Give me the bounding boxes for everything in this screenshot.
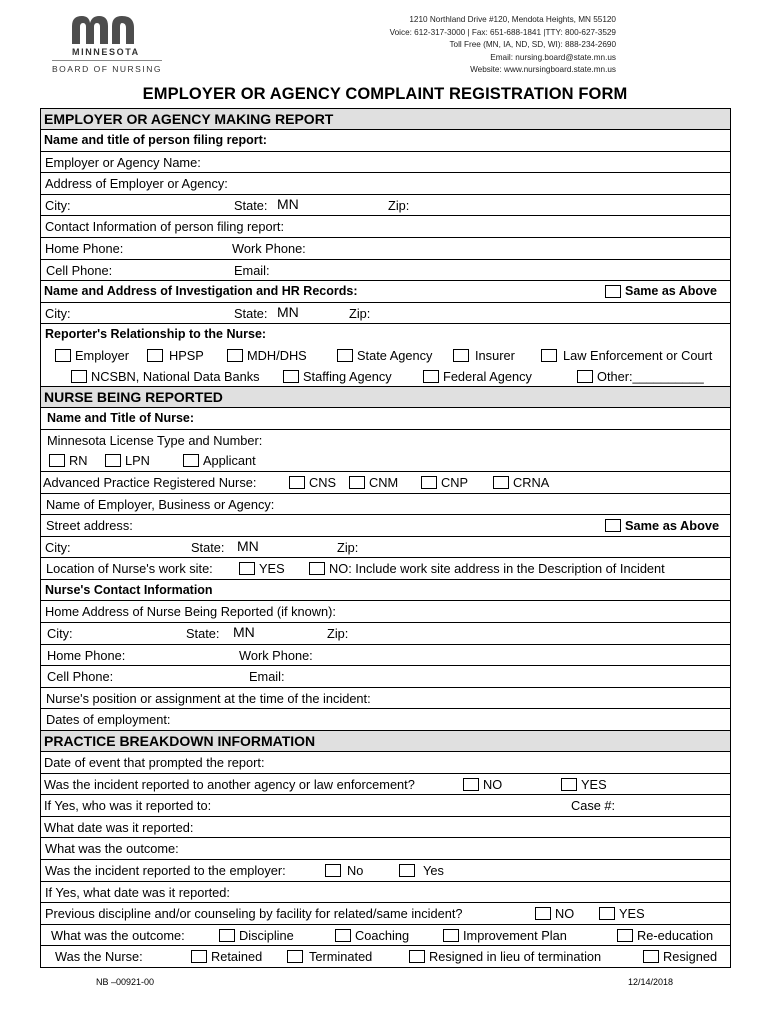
- retained-checkbox[interactable]: [191, 950, 207, 963]
- case-number-label: Case #:: [571, 798, 616, 814]
- employer-yes-checkbox[interactable]: [399, 864, 415, 877]
- investigation-address-label: Name and Address of Investigation and HR Records:: [44, 284, 358, 299]
- option-yes: YES: [259, 561, 285, 577]
- zip-label: Zip:: [327, 626, 349, 642]
- city-label: City:: [47, 626, 73, 642]
- logo-board: BOARD OF NURSING: [52, 64, 162, 74]
- row-license-types: [41, 450, 730, 472]
- contact-website: Website: www.nursingboard.state.mn.us: [470, 65, 616, 75]
- outcome-label: What was the outcome:: [51, 927, 185, 943]
- option-crna: CRNA: [513, 474, 550, 490]
- row-nurse-cell[interactable]: [41, 666, 730, 688]
- row-street-address[interactable]: [41, 515, 730, 537]
- federal-agency-checkbox[interactable]: [423, 370, 439, 383]
- work-phone-label: Work Phone:: [232, 240, 306, 256]
- row-if-yes-date[interactable]: [41, 882, 730, 904]
- state-value: MN: [237, 537, 259, 554]
- zip-label: Zip:: [388, 197, 410, 213]
- what-outcome-label: What was the outcome:: [45, 841, 179, 857]
- section-heading: PRACTICE BREAKDOWN INFORMATION: [44, 733, 316, 750]
- employer-checkbox[interactable]: [55, 349, 71, 362]
- row-nurse-employer[interactable]: [41, 494, 730, 516]
- state-label: State:: [234, 197, 268, 213]
- option-no: NO: [555, 906, 575, 922]
- form-title: EMPLOYER OR AGENCY COMPLAINT REGISTRATION FORM: [142, 85, 628, 103]
- option-mdh-dhs: MDH/DHS: [247, 347, 307, 363]
- position-label: Nurse's position or assignment at the time of the incident:: [46, 690, 371, 706]
- state-agency-checkbox[interactable]: [337, 349, 353, 362]
- discipline-no-checkbox[interactable]: [535, 907, 551, 920]
- row-work-site: [41, 558, 730, 580]
- agency-yes-checkbox[interactable]: [561, 778, 577, 791]
- previous-discipline-label: Previous discipline and/or counseling by facility for related/same incident?: [45, 906, 463, 922]
- option-employer: Employer: [75, 347, 130, 363]
- employer-no-checkbox[interactable]: [325, 864, 341, 877]
- option-other: Other:__________: [597, 368, 704, 384]
- license-label: Minnesota License Type and Number:: [47, 432, 263, 448]
- if-yes-date-label: If Yes, what date was it reported:: [45, 884, 230, 900]
- option-discipline: Discipline: [239, 927, 294, 943]
- option-cnm: CNM: [369, 474, 399, 490]
- row-investigation-address[interactable]: [41, 281, 730, 303]
- filer-name-label: Name and title of person filing report:: [44, 133, 267, 147]
- option-improvement-plan: Improvement Plan: [463, 927, 567, 943]
- resigned-checkbox[interactable]: [643, 950, 659, 963]
- ncsbn-checkbox[interactable]: [71, 370, 87, 383]
- discipline-checkbox[interactable]: [219, 929, 235, 942]
- state-label: State:: [234, 305, 268, 321]
- option-retained: Retained: [211, 949, 263, 965]
- section-heading: EMPLOYER OR AGENCY MAKING REPORT: [44, 111, 334, 127]
- section-heading: NURSE BEING REPORTED: [44, 389, 223, 406]
- nurse-name-label: Name and Title of Nurse:: [47, 411, 195, 426]
- city-label: City:: [45, 305, 71, 321]
- same-as-above-label: Same as Above: [625, 518, 720, 534]
- option-resigned: Resigned: [663, 949, 718, 965]
- law-enforcement-checkbox[interactable]: [541, 349, 557, 362]
- applicant-checkbox[interactable]: [183, 454, 199, 467]
- option-re-education: Re-education: [637, 927, 714, 943]
- option-applicant: Applicant: [203, 453, 256, 469]
- staffing-agency-checkbox[interactable]: [283, 370, 299, 383]
- other-checkbox[interactable]: [577, 370, 593, 383]
- filer-contact-label: Contact Information of person filing report:: [45, 219, 284, 235]
- work-site-no-checkbox[interactable]: [309, 562, 325, 575]
- row-if-yes-who[interactable]: [41, 795, 730, 817]
- row-nurse-name[interactable]: [41, 408, 730, 430]
- row-investigation-city[interactable]: [41, 303, 730, 325]
- option-law-enforcement: Law Enforcement or Court: [563, 347, 713, 363]
- logo-divider: [52, 60, 162, 61]
- was-nurse-label: Was the Nurse:: [55, 949, 143, 965]
- nurse-contact-label: Nurse's Contact Information: [45, 582, 213, 597]
- state-label: State:: [191, 539, 225, 555]
- option-yes: Yes: [423, 863, 444, 878]
- home-phone-label: Home Phone:: [45, 240, 124, 256]
- cell-phone-label: Cell Phone:: [46, 262, 113, 278]
- row-nurse-employer-city[interactable]: [41, 537, 730, 559]
- option-staffing-agency: Staffing Agency: [303, 368, 392, 384]
- option-hpsp: HPSP: [169, 347, 204, 363]
- row-employer-city[interactable]: [41, 195, 730, 217]
- nurse-employer-label: Name of Employer, Business or Agency:: [46, 496, 275, 512]
- work-site-label: Location of Nurse's work site:: [46, 561, 213, 577]
- form-date: 12/14/2018: [628, 977, 674, 987]
- row-was-nurse: [41, 946, 730, 967]
- state-value: MN: [233, 624, 255, 641]
- section-practice-heading: [41, 731, 730, 752]
- re-education-checkbox[interactable]: [617, 929, 633, 942]
- option-no: NO: [483, 776, 503, 792]
- row-reported-employer: [41, 860, 730, 882]
- zip-label: Zip:: [337, 539, 359, 555]
- crna-checkbox[interactable]: [493, 476, 509, 489]
- option-cns: CNS: [309, 474, 337, 490]
- coaching-checkbox[interactable]: [335, 929, 351, 942]
- contact-voice: Voice: 612-317-3000 | Fax: 651-688-1841 |TTY: 800-627-3529: [389, 27, 616, 37]
- cnp-checkbox[interactable]: [421, 476, 437, 489]
- zip-label: Zip:: [349, 305, 371, 321]
- row-home-address[interactable]: [41, 601, 730, 623]
- agency-no-checkbox[interactable]: [463, 778, 479, 791]
- option-no-include: NO: Include work site address in the Description of Incident: [329, 561, 665, 577]
- row-previous-discipline: [41, 903, 730, 925]
- row-relationship-options-2: [41, 366, 730, 388]
- state-label: State:: [186, 626, 220, 642]
- row-dates-employment[interactable]: [41, 709, 730, 731]
- employer-name-label: Employer or Agency Name:: [45, 154, 201, 170]
- resigned-lieu-checkbox[interactable]: [409, 950, 425, 963]
- what-date-label: What date was it reported:: [44, 819, 194, 835]
- home-address-label: Home Address of Nurse Being Reported (if known):: [45, 604, 336, 620]
- city-label: City:: [45, 539, 71, 555]
- option-no: No: [347, 863, 364, 878]
- row-relationship: [41, 324, 730, 345]
- dates-employment-label: Dates of employment:: [46, 712, 171, 728]
- state-value: MN: [277, 195, 299, 212]
- row-filer-phones[interactable]: [41, 238, 730, 260]
- option-rn: RN: [69, 453, 88, 469]
- row-filer-name[interactable]: [41, 130, 730, 152]
- mdh-dhs-checkbox[interactable]: [227, 349, 243, 362]
- form-number: NB –00921-00: [96, 977, 155, 987]
- contact-email: Email: nursing.board@state.mn.us: [490, 52, 616, 62]
- row-relationship-options-1: [41, 345, 730, 366]
- section-nurse-heading: [41, 387, 730, 408]
- row-license[interactable]: [41, 430, 730, 451]
- employer-address-label: Address of Employer or Agency:: [45, 176, 228, 192]
- city-label: City:: [45, 197, 71, 213]
- lpn-checkbox[interactable]: [105, 454, 121, 467]
- row-discipline-outcome: [41, 925, 730, 947]
- complaint-form: [40, 108, 731, 968]
- cell-phone-label: Cell Phone:: [47, 669, 114, 685]
- option-yes: YES: [619, 906, 645, 922]
- option-insurer: Insurer: [475, 347, 515, 363]
- insurer-checkbox[interactable]: [453, 349, 469, 362]
- same-as-above-checkbox[interactable]: [605, 519, 621, 532]
- section-employer-heading: [41, 109, 730, 130]
- street-address-label: Street address:: [46, 518, 133, 534]
- work-site-yes-checkbox[interactable]: [239, 562, 255, 575]
- cns-checkbox[interactable]: [289, 476, 305, 489]
- option-coaching: Coaching: [355, 927, 410, 943]
- work-phone-label: Work Phone:: [239, 647, 313, 663]
- board-logo: [46, 12, 166, 76]
- reported-agency-label: Was the incident reported to another agency or law enforcement?: [44, 776, 415, 792]
- contact-address: 1210 Northland Drive #120, Mendota Heights, MN 55120: [409, 15, 616, 24]
- aprn-label: Advanced Practice Registered Nurse:: [43, 474, 257, 490]
- option-state-agency: State Agency: [357, 347, 433, 363]
- mn-logo-icon: [70, 12, 142, 46]
- row-what-date[interactable]: [41, 817, 730, 839]
- option-yes: YES: [581, 776, 607, 792]
- contact-block: [390, 14, 616, 77]
- option-ncsbn: NCSBN, National Data Banks: [91, 368, 260, 384]
- row-date-event[interactable]: [41, 752, 730, 774]
- row-reported-agency: [41, 774, 730, 796]
- improvement-plan-checkbox[interactable]: [443, 929, 459, 942]
- row-employer-address[interactable]: [41, 173, 730, 195]
- home-phone-label: Home Phone:: [47, 647, 126, 663]
- same-as-above-checkbox[interactable]: [605, 285, 621, 298]
- row-position[interactable]: [41, 688, 730, 710]
- option-resigned-lieu: Resigned in lieu of termination: [429, 949, 602, 965]
- contact-toll-free: Toll Free (MN, IA, ND, SD, WI): 888-234-2690: [449, 40, 616, 50]
- cnm-checkbox[interactable]: [349, 476, 365, 489]
- row-home-city[interactable]: [41, 623, 730, 645]
- email-label: Email:: [249, 669, 285, 685]
- state-value: MN: [277, 303, 299, 320]
- same-as-above-label: Same as Above: [625, 284, 717, 299]
- relationship-label: Reporter's Relationship to the Nurse:: [45, 327, 267, 342]
- option-lpn: LPN: [125, 453, 150, 469]
- discipline-yes-checkbox[interactable]: [599, 907, 615, 920]
- row-filer-cell[interactable]: [41, 260, 730, 282]
- option-cnp: CNP: [441, 474, 469, 490]
- if-yes-who-label: If Yes, who was it reported to:: [44, 798, 212, 814]
- terminated-checkbox[interactable]: [287, 950, 303, 963]
- row-what-outcome[interactable]: [41, 838, 730, 860]
- date-event-label: Date of event that prompted the report:: [44, 755, 265, 771]
- row-nurse-contact: [41, 580, 730, 602]
- option-terminated: Terminated: [309, 949, 373, 965]
- row-nurse-phones[interactable]: [41, 645, 730, 667]
- option-federal-agency: Federal Agency: [443, 368, 532, 384]
- row-aprn: [41, 472, 730, 494]
- email-label: Email:: [234, 262, 270, 278]
- rn-checkbox[interactable]: [49, 454, 65, 467]
- hpsp-checkbox[interactable]: [147, 349, 163, 362]
- reported-employer-label: Was the incident reported to the employer:: [45, 863, 286, 878]
- row-filer-contact: [41, 216, 730, 238]
- logo-state: MINNESOTA: [72, 47, 140, 57]
- row-employer-name[interactable]: [41, 152, 730, 174]
